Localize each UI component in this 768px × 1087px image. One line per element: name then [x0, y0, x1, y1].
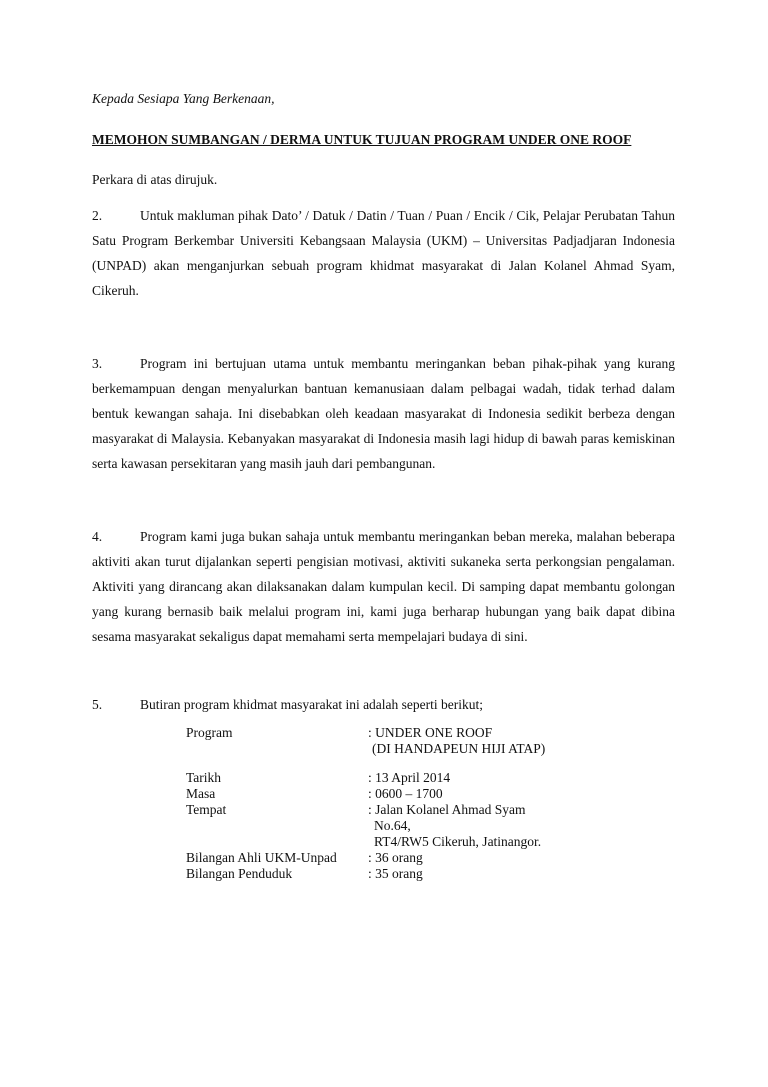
detail-value: : 36 orang — [368, 850, 423, 865]
detail-value: : 35 orang — [368, 866, 423, 881]
paragraph-5 — [92, 692, 675, 717]
detail-row-masa — [186, 786, 606, 802]
detail-label: Masa — [186, 786, 216, 801]
detail-label: Program — [186, 725, 233, 740]
paragraph-number: 2. — [92, 208, 103, 223]
detail-value: (DI HANDAPEUN HIJI ATAP) — [372, 741, 546, 756]
detail-value: : Jalan Kolanel Ahmad Syam — [368, 802, 526, 817]
detail-value: : 13 April 2014 — [368, 770, 451, 785]
detail-row-penduduk — [186, 866, 606, 882]
detail-row-tempat-cont — [186, 818, 606, 834]
greeting: Kepada Sesiapa Yang Berkenaan, — [92, 91, 275, 106]
paragraph-number: 5. — [92, 697, 103, 712]
detail-value: RT4/RW5 Cikeruh, Jatinangor. — [374, 834, 542, 849]
paragraph-3 — [92, 351, 675, 476]
detail-row-ahli — [186, 850, 606, 866]
detail-row-tempat — [186, 802, 606, 818]
detail-label: Bilangan Ahli UKM-Unpad — [186, 850, 337, 865]
paragraph-text: Untuk makluman pihak Dato’ / Datuk / Datin / Tuan / Puan / Encik / Cik, Pelajar Perubatan Tahun Satu Program Berkembar Universiti Kebangsaan Malaysia (UKM) – Universitas Padjadjaran Indonesia (UNPAD) akan menganjurkan sebuah program khidmat masyarakat di Jalan Kolanel Ahmad Syam, Cikeruh. — [92, 208, 675, 298]
program-details-schedule — [186, 770, 606, 882]
paragraph-number: 4. — [92, 529, 103, 544]
reference-line: Perkara di atas dirujuk. — [92, 172, 218, 187]
paragraph-number: 3. — [92, 356, 103, 371]
paragraph-2 — [92, 203, 675, 303]
detail-value: : UNDER ONE ROOF — [368, 725, 493, 740]
program-details-main — [186, 725, 606, 757]
detail-label: Tempat — [186, 802, 227, 817]
paragraph-text: Program kami juga bukan sahaja untuk membantu meringankan beban mereka, malahan beberapa aktiviti akan turut dijalankan seperti pengisian motivasi, aktiviti sukaneka serta perkongsian pengalaman. Aktiviti yang dirancang akan dilaksanakan dalam kumpulan kecil. Di samping dapat membantu golongan yang kurang bernasib baik melalui program ini, kami juga berharap hubungan yang baik dapat dibina sesama masyarakat sekaligus dapat memahami serta mempelajari budaya di sini. — [92, 529, 675, 644]
paragraph-4 — [92, 524, 675, 649]
detail-row-tempat-cont2 — [186, 834, 606, 850]
paragraph-text: Program ini bertujuan utama untuk membantu meringankan beban pihak-pihak yang kurang berkemampuan dengan menyalurkan bantuan kemanusiaan dalam pelbagai wadah, tidak terhad dalam bentuk kewangan sahaja. Ini disebabkan oleh keadaan masyarakat di Indonesia sedikit berbeza dengan masyarakat di Malaysia. Kebanyakan masyarakat di Indonesia masih lagi hidup di bawah paras kemiskinan serta kawasan persekitaran yang masih jauh dari pembangunan. — [92, 356, 675, 471]
subject-heading: MEMOHON SUMBANGAN / DERMA UNTUK TUJUAN PROGRAM UNDER ONE ROOF — [92, 132, 632, 147]
detail-row-program — [186, 725, 606, 741]
detail-row-program-cont — [186, 741, 606, 757]
paragraph-text: Butiran program khidmat masyarakat ini adalah seperti berikut; — [140, 697, 484, 712]
detail-label: Bilangan Penduduk — [186, 866, 293, 881]
detail-value: : 0600 – 1700 — [368, 786, 443, 801]
detail-label: Tarikh — [186, 770, 222, 785]
detail-value: No.64, — [374, 818, 411, 833]
detail-row-tarikh — [186, 770, 606, 786]
